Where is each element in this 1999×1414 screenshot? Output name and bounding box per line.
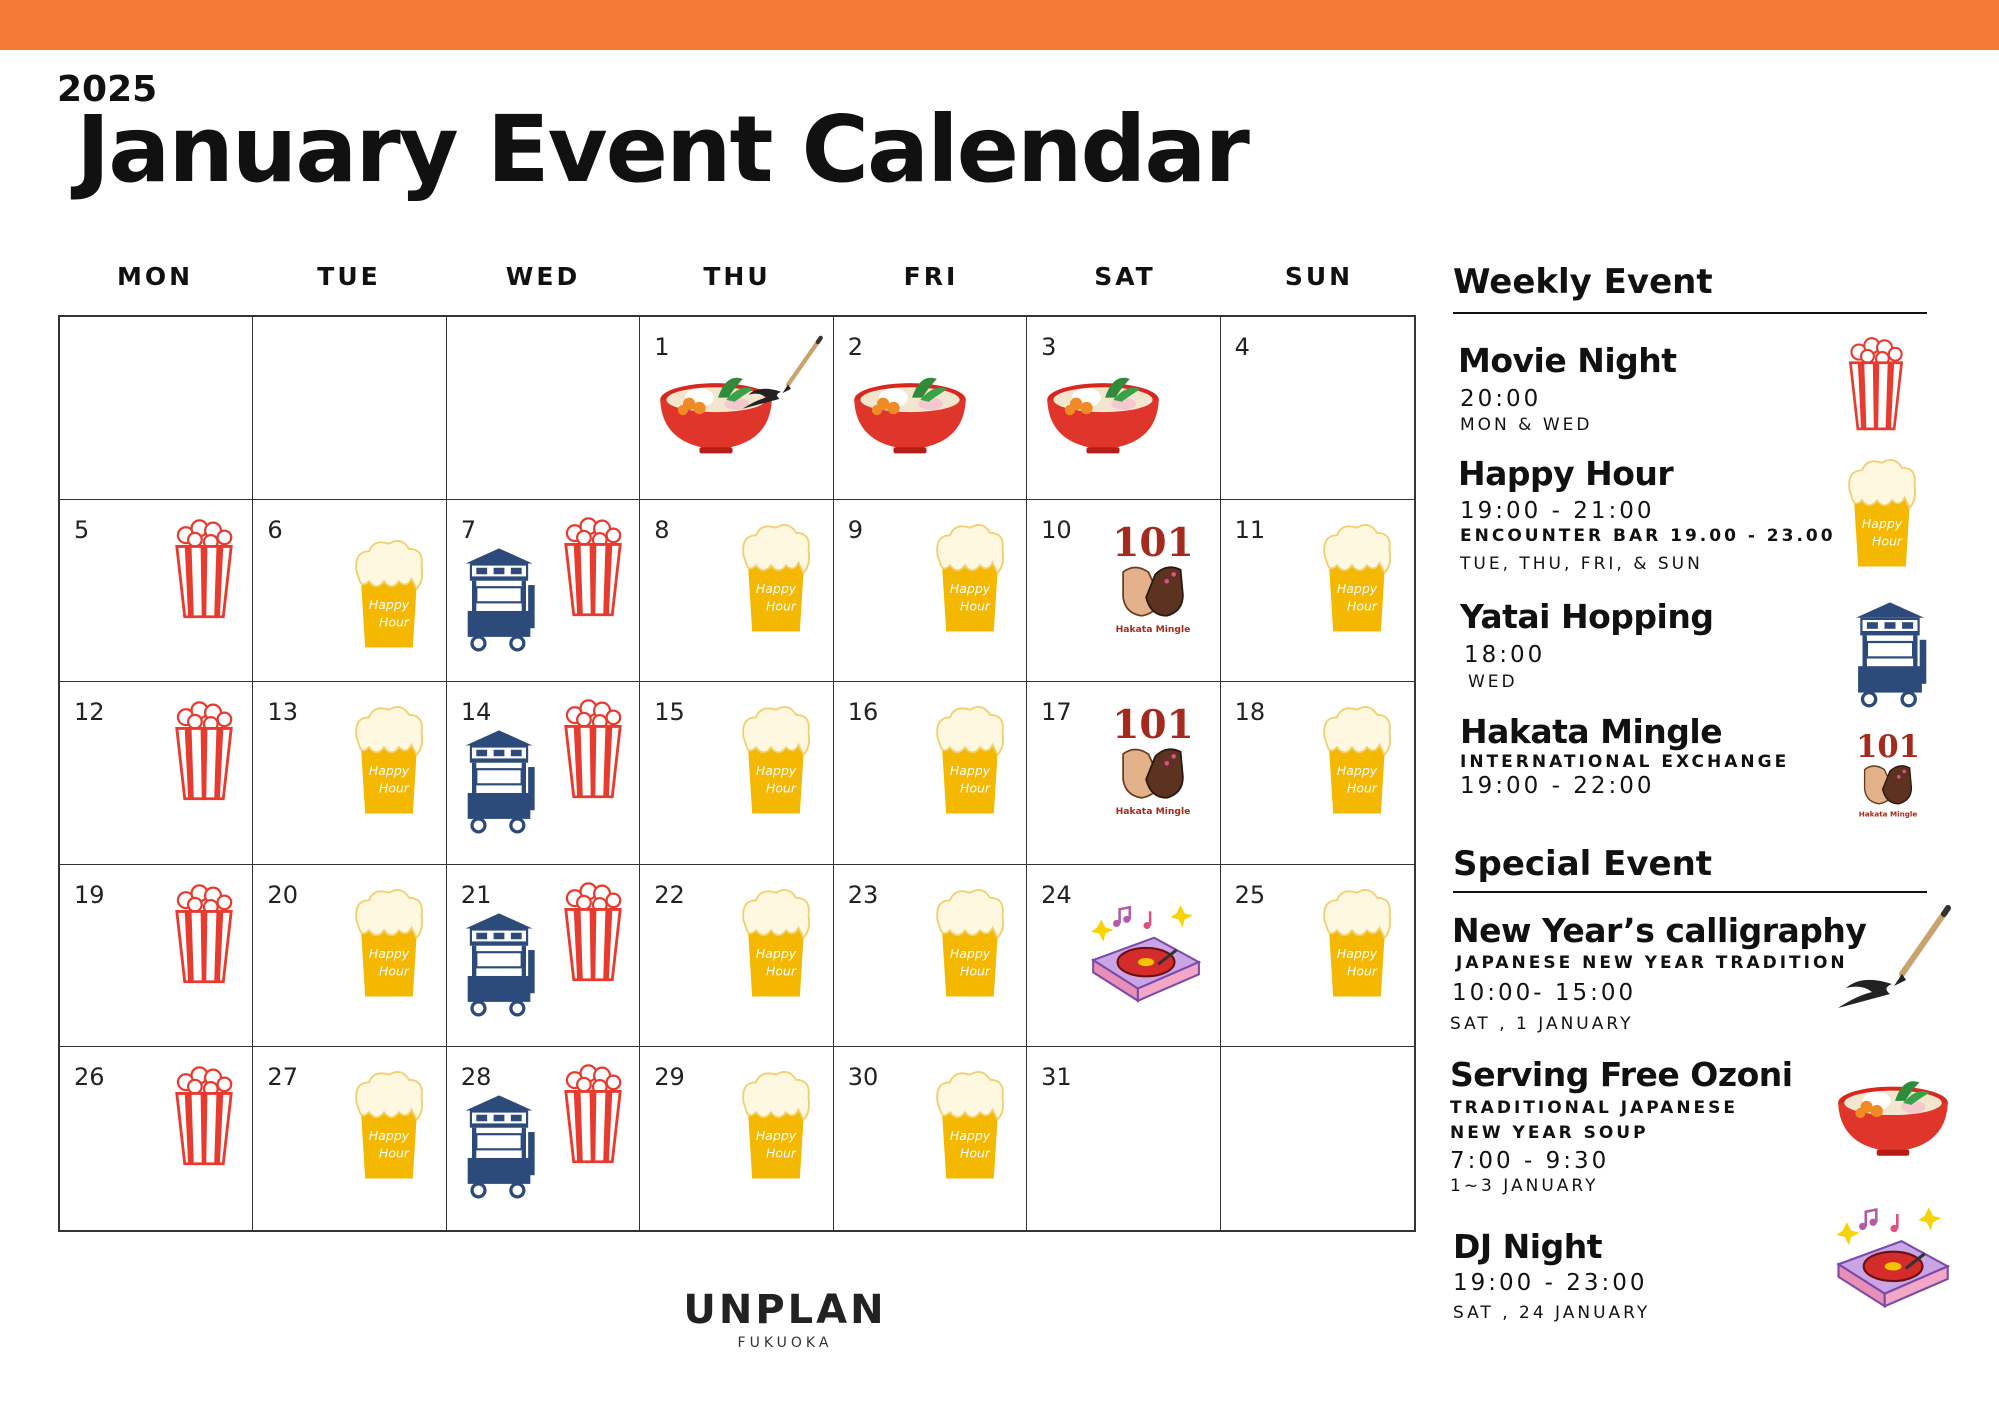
- day-cell-26: [60, 1047, 253, 1230]
- svg-text:Happy: Happy: [949, 580, 990, 596]
- svg-text:Hakata Mingle: Hakata Mingle: [1115, 806, 1191, 818]
- day-cell-19: [60, 865, 253, 1048]
- svg-text:Happy: Happy: [756, 762, 797, 778]
- day-number: 17: [1041, 698, 1072, 727]
- special-heading: Special Event: [1453, 844, 1713, 884]
- weekday-wed: WED: [505, 262, 581, 291]
- year-label: 2025: [57, 69, 158, 110]
- day-cell-10: [1027, 500, 1220, 683]
- svg-text:Happy: Happy: [1336, 762, 1377, 778]
- weekly-rule: [1453, 312, 1927, 314]
- svg-text:Happy: Happy: [756, 945, 797, 961]
- day-cell-24: [1027, 865, 1220, 1048]
- ozoni-time: 7:00 - 9:30: [1450, 1148, 1610, 1174]
- brand-logo: UNPLAN: [683, 1287, 887, 1333]
- popcorn-icon: [170, 1061, 238, 1173]
- svg-text:Hour: Hour: [379, 963, 410, 979]
- weekday-thu: THU: [703, 262, 771, 291]
- svg-text:Hour: Hour: [1871, 533, 1903, 549]
- beer-icon: [736, 702, 816, 824]
- svg-text:Hour: Hour: [379, 780, 410, 796]
- brush-icon: [736, 335, 826, 417]
- day-cell-7: [447, 500, 640, 683]
- happy-hour-title: Happy Hour: [1458, 454, 1674, 493]
- empty-day-cell: [1221, 1047, 1414, 1230]
- ozoni-bowl-icon: [1832, 1062, 1954, 1166]
- ozoni-date: 1~3 JANUARY: [1450, 1176, 1599, 1196]
- calligraphy-sub: JAPANESE NEW YEAR TRADITION: [1456, 953, 1848, 973]
- happy-hour-days: TUE, THU, FRI, & SUN: [1460, 554, 1703, 574]
- day-number: 4: [1234, 333, 1250, 361]
- svg-text:Happy: Happy: [949, 945, 990, 961]
- ozoni-title: Serving Free Ozoni: [1450, 1055, 1793, 1094]
- day-number: 18: [1234, 698, 1266, 727]
- day-number: 8: [654, 515, 670, 544]
- svg-text:Hour: Hour: [766, 780, 797, 796]
- day-cell-25: [1221, 865, 1414, 1048]
- empty-day-cell: [253, 317, 446, 500]
- svg-text:Happy: Happy: [369, 596, 410, 612]
- weekday-fri: FRI: [903, 262, 959, 291]
- day-cell-16: [834, 682, 1027, 865]
- happy-hour-time: 19:00 - 21:00: [1460, 498, 1655, 524]
- day-cell-23: [834, 865, 1027, 1048]
- weekday-sat: SAT: [1094, 262, 1156, 291]
- day-cell-28: [447, 1047, 640, 1230]
- popcorn-icon: [559, 877, 627, 989]
- day-number: 30: [847, 1063, 879, 1092]
- day-cell-20: [253, 865, 446, 1048]
- day-number: 22: [654, 880, 685, 909]
- svg-text:Happy: Happy: [1336, 945, 1377, 961]
- day-number: 21: [460, 880, 492, 909]
- beer-icon: [930, 520, 1010, 642]
- yatai-hopping-time: 18:00: [1464, 642, 1546, 668]
- day-cell-15: [640, 682, 833, 865]
- popcorn-icon: [559, 1059, 627, 1171]
- yatai-icon: [461, 544, 537, 656]
- dj-night-turntable-icon: [1828, 1196, 1954, 1326]
- weekly-heading: Weekly Event: [1453, 262, 1713, 302]
- day-number: 27: [267, 1063, 298, 1092]
- day-cell-2: [834, 317, 1027, 500]
- day-number: 11: [1234, 515, 1266, 544]
- yatai-icon: [461, 909, 537, 1021]
- dj-night-date: SAT , 24 JANUARY: [1453, 1303, 1651, 1323]
- empty-day-cell: [60, 317, 253, 500]
- svg-text:Happy: Happy: [369, 945, 410, 961]
- special-rule: [1453, 891, 1927, 893]
- svg-text:Happy: Happy: [949, 762, 990, 778]
- day-cell-5: [60, 500, 253, 683]
- weekday-mon: MON: [116, 262, 194, 291]
- svg-text:Hour: Hour: [959, 1145, 990, 1161]
- day-cell-13: [253, 682, 446, 865]
- beer-icon: [736, 885, 816, 1007]
- day-number: 25: [1234, 880, 1266, 909]
- popcorn-icon: [170, 514, 238, 626]
- day-number: 1: [654, 333, 670, 361]
- day-cell-18: [1221, 682, 1414, 865]
- dj-night-time: 19:00 - 23:00: [1453, 1270, 1648, 1296]
- svg-text:101: 101: [1112, 519, 1194, 566]
- calligraphy-time: 10:00- 15:00: [1452, 980, 1637, 1006]
- day-number: 20: [267, 880, 298, 909]
- popcorn-icon: [170, 879, 238, 991]
- svg-text:101: 101: [1112, 702, 1194, 749]
- svg-text:101: 101: [1856, 729, 1920, 765]
- day-cell-22: [640, 865, 833, 1048]
- beer-icon: [736, 520, 816, 642]
- beer-icon: [930, 885, 1010, 1007]
- weekday-sun: SUN: [1284, 262, 1354, 291]
- hakata-mingle-time: 19:00 - 22:00: [1460, 773, 1655, 799]
- beer-icon: [736, 1067, 816, 1189]
- svg-text:Hour: Hour: [959, 597, 990, 613]
- svg-text:Happy: Happy: [756, 580, 797, 596]
- beer-icon: [349, 885, 429, 1007]
- day-number: 5: [74, 515, 90, 544]
- day-number: 14: [460, 698, 492, 727]
- yatai-hopping-cart-icon: [1850, 598, 1930, 712]
- happy-hour-beer-icon: [1842, 455, 1922, 577]
- page-title: January Event Calendar: [76, 96, 1248, 203]
- day-cell-3: [1027, 317, 1220, 500]
- popcorn-icon: [559, 512, 627, 624]
- beer-icon: [1317, 702, 1397, 824]
- day-cell-21: [447, 865, 640, 1048]
- svg-text:Happy: Happy: [1336, 580, 1377, 596]
- beer-icon: [349, 702, 429, 824]
- day-number: 31: [1041, 1063, 1072, 1092]
- day-number: 7: [460, 515, 477, 544]
- calligraphy-brush-icon: [1832, 903, 1952, 1019]
- day-number: 19: [74, 880, 105, 909]
- svg-text:Happy: Happy: [1861, 515, 1903, 531]
- day-number: 15: [654, 698, 685, 727]
- day-number: 16: [847, 698, 879, 727]
- day-number: 29: [654, 1063, 685, 1092]
- svg-text:Hour: Hour: [959, 963, 990, 979]
- mingle-icon: [1107, 702, 1199, 824]
- svg-text:Happy: Happy: [949, 1128, 990, 1144]
- day-number: 9: [847, 515, 863, 544]
- day-cell-27: [253, 1047, 446, 1230]
- day-number: 10: [1041, 515, 1072, 544]
- day-cell-17: [1027, 682, 1220, 865]
- day-number: 26: [74, 1063, 105, 1092]
- weekday-tue: TUE: [317, 262, 381, 291]
- popcorn-icon: [559, 694, 627, 806]
- yatai-hopping-days: WED: [1468, 672, 1518, 692]
- day-number: 28: [460, 1063, 492, 1092]
- beer-icon: [1317, 520, 1397, 642]
- ozoni-icon: [848, 361, 972, 461]
- day-number: 23: [847, 880, 879, 909]
- hakata-mingle-sub: INTERNATIONAL EXCHANGE: [1460, 752, 1790, 772]
- day-cell-31: [1027, 1047, 1220, 1230]
- popcorn-icon: [170, 696, 238, 808]
- brand-city: FUKUOKA: [737, 1335, 833, 1351]
- svg-text:Hakata Mingle: Hakata Mingle: [1115, 623, 1191, 635]
- day-number: 12: [74, 698, 105, 727]
- day-cell-8: [640, 500, 833, 683]
- day-cell-11: [1221, 500, 1414, 683]
- movie-night-title: Movie Night: [1458, 341, 1677, 380]
- svg-text:Happy: Happy: [756, 1128, 797, 1144]
- beer-icon: [930, 1067, 1010, 1189]
- svg-text:Happy: Happy: [369, 1128, 410, 1144]
- ozoni-sub-line1: TRADITIONAL JAPANESE: [1450, 1098, 1739, 1118]
- ozoni-icon: [1041, 361, 1165, 461]
- svg-text:Hour: Hour: [1346, 780, 1377, 796]
- calligraphy-date: SAT , 1 JANUARY: [1450, 1014, 1634, 1034]
- day-cell-1: [640, 317, 833, 500]
- svg-text:Hour: Hour: [1346, 597, 1377, 613]
- svg-text:Hakata Mingle: Hakata Mingle: [1858, 809, 1918, 819]
- empty-day-cell: [447, 317, 640, 500]
- day-cell-30: [834, 1047, 1027, 1230]
- movie-night-time: 20:00: [1460, 386, 1542, 412]
- beer-icon: [930, 702, 1010, 824]
- svg-text:Hour: Hour: [766, 963, 797, 979]
- beer-icon: [349, 536, 429, 658]
- svg-text:Happy: Happy: [369, 762, 410, 778]
- hakata-mingle-title: Hakata Mingle: [1460, 712, 1723, 751]
- day-cell-14: [447, 682, 640, 865]
- day-cell-12: [60, 682, 253, 865]
- svg-text:Hour: Hour: [959, 780, 990, 796]
- calendar-grid: [58, 315, 1416, 1232]
- top-accent-bar: [0, 0, 1999, 50]
- happy-hour-extra: ENCOUNTER BAR 19.00 - 23.00: [1460, 526, 1836, 546]
- day-cell-9: [834, 500, 1027, 683]
- movie-night-days: MON & WED: [1460, 415, 1593, 435]
- svg-text:Hour: Hour: [766, 597, 797, 613]
- yatai-icon: [461, 726, 537, 838]
- turntable-icon: [1083, 899, 1205, 1015]
- svg-text:Hour: Hour: [379, 613, 410, 629]
- ozoni-sub-line2: NEW YEAR SOUP: [1450, 1123, 1649, 1143]
- day-number: 3: [1041, 333, 1057, 361]
- hakata-mingle-hands-icon: [1852, 725, 1924, 829]
- beer-icon: [1317, 885, 1397, 1007]
- svg-text:Hour: Hour: [766, 1145, 797, 1161]
- beer-icon: [349, 1067, 429, 1189]
- day-cell-6: [253, 500, 446, 683]
- yatai-icon: [461, 1091, 537, 1203]
- movie-night-popcorn-icon: [1840, 335, 1912, 435]
- yatai-hopping-title: Yatai Hopping: [1460, 597, 1714, 636]
- day-number: 13: [267, 698, 298, 727]
- svg-text:Hour: Hour: [1346, 963, 1377, 979]
- day-number: 2: [847, 333, 863, 361]
- dj-night-title: DJ Night: [1453, 1227, 1602, 1266]
- day-number: 6: [267, 515, 283, 544]
- day-cell-29: [640, 1047, 833, 1230]
- svg-text:Hour: Hour: [379, 1145, 410, 1161]
- calligraphy-title: New Year’s calligraphy: [1452, 911, 1867, 950]
- day-cell-4: [1221, 317, 1414, 500]
- day-number: 24: [1041, 880, 1072, 909]
- mingle-icon: [1107, 520, 1199, 642]
